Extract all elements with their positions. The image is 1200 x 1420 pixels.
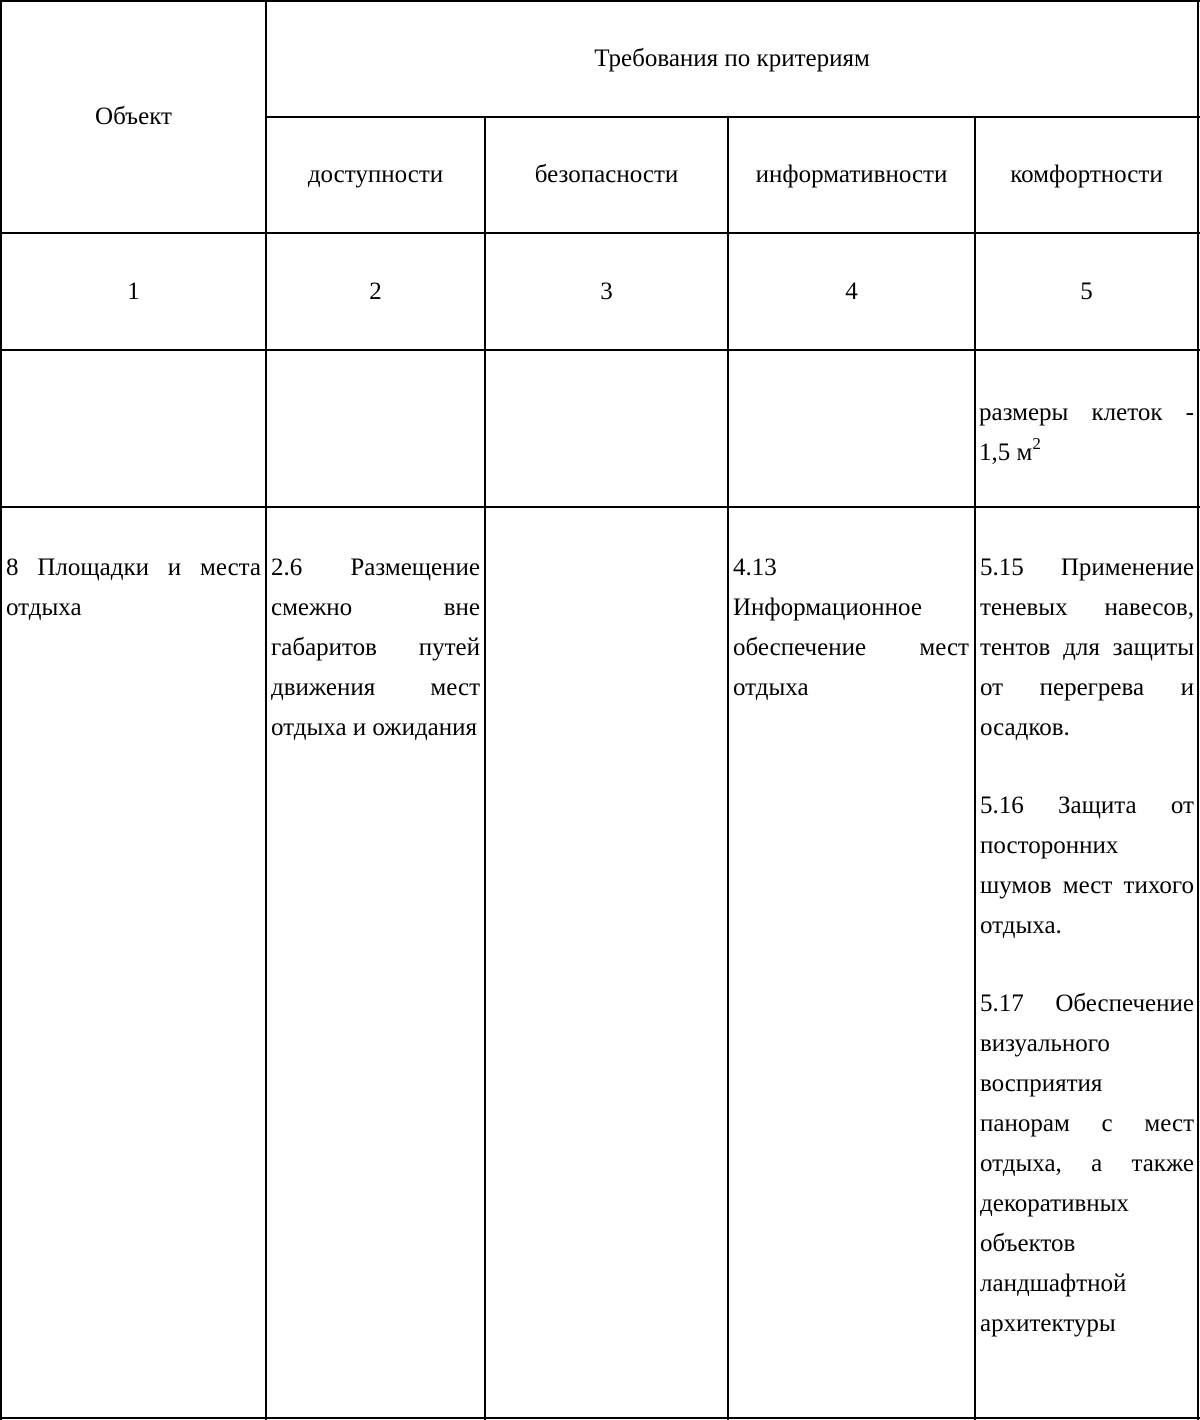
column-header-informativeness: информативности	[755, 161, 948, 188]
column-number-3: 3	[600, 277, 613, 305]
row-8-informativeness: 4.13 Информационное обеспечение мест отдыха	[733, 554, 969, 701]
comfort-item-5-17: 5.17 Обеспечение визуального восприятия панорам с мест отдыха, а также декоративных объектов ландшафтной архитектуры	[980, 990, 1194, 1337]
criteria-header: Требования по критериям	[594, 45, 870, 72]
row-8-object: 8 Площадки и места отдыха	[6, 554, 261, 621]
column-number-5: 5	[1080, 277, 1093, 305]
comfort-item-5-15: 5.15 Применение теневых навесов, тентов для защиты от перегрева и осадков.	[980, 554, 1194, 741]
column-number-2: 2	[369, 277, 382, 305]
column-header-safety: безопасности	[534, 161, 679, 188]
column-number-4: 4	[845, 277, 858, 305]
number-row-divider	[0, 349, 1200, 351]
comfort-item-5-16: 5.16 Защита от посторонних шумов мест тихого отдыха.	[980, 792, 1194, 939]
continuation-comfort-cell	[979, 393, 1194, 473]
column-header-comfort: комфортности	[1010, 161, 1163, 188]
continuation-comfort-superscript: 2	[1032, 434, 1041, 453]
object-header: Объект	[95, 103, 172, 130]
continuation-row-divider	[0, 506, 1200, 508]
table-border-right	[1197, 0, 1199, 1420]
row-8-accessibility: 2.6 Размещение смежно вне габаритов путей движения мест отдыха и ожидания	[271, 554, 480, 741]
continuation-comfort-text: размеры клеток - 1,5 м	[979, 399, 1194, 466]
table-border-bottom	[0, 1417, 1200, 1419]
column-header-accessibility: доступности	[307, 161, 444, 188]
row-8-comfort	[980, 548, 1194, 1344]
column-number-1: 1	[127, 277, 140, 305]
